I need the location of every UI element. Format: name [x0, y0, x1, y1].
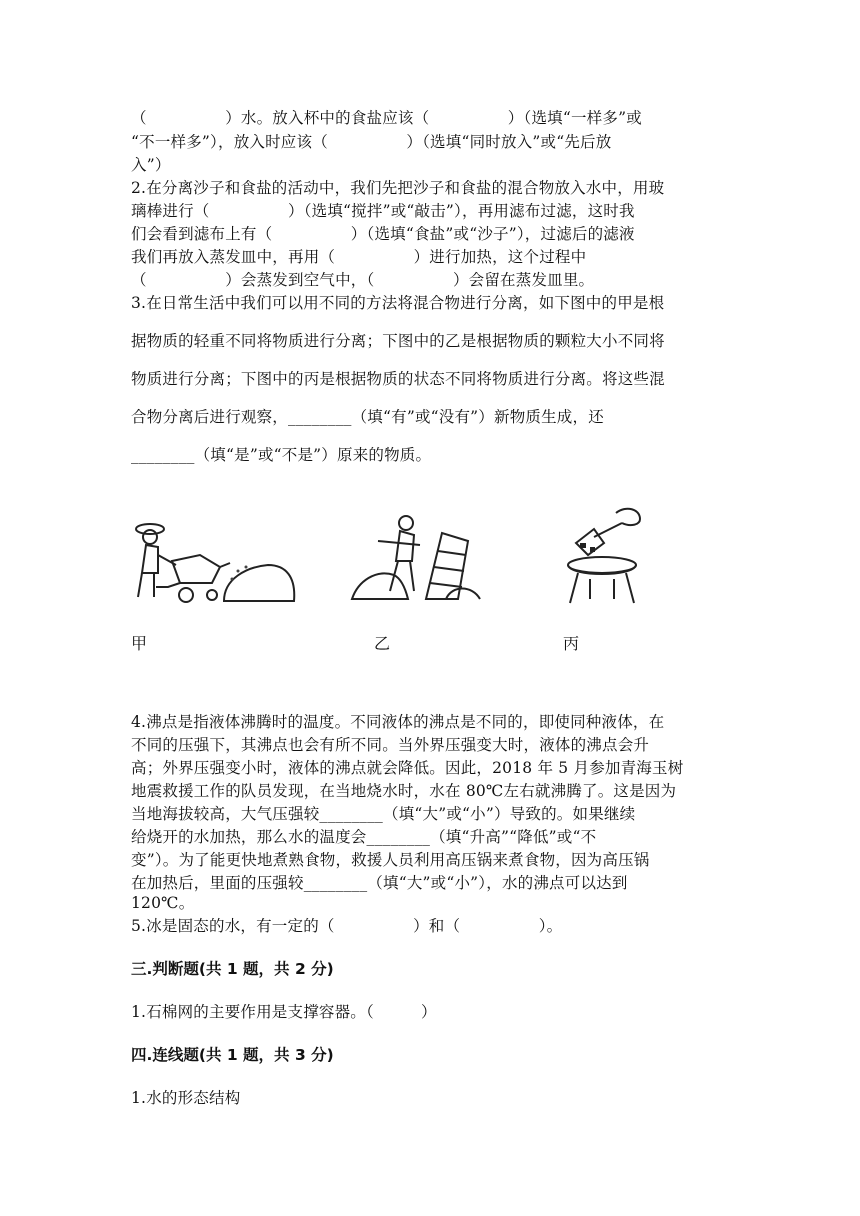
text-line: 5.冰是固态的水，有一定的（ ）和（ ）。	[131, 917, 563, 935]
evaporating-illustration	[560, 503, 646, 607]
caption-jia: 甲	[131, 634, 148, 653]
text-line: 据物质的轻重不同将物质进行分离；下图中的乙是根据物质的颗粒大小不同将	[131, 332, 665, 350]
text-line: 2.在分离沙子和食盐的活动中，我们先把沙子和食盐的混合物放入水中，用玻	[131, 179, 665, 197]
text-line: 合物分离后进行观察，________（填“有”或“没有”）新物质生成，还	[131, 408, 604, 426]
question-text: 1.水的形态结构	[131, 1089, 241, 1107]
text-line: 物质进行分离；下图中的丙是根据物质的状态不同将物质进行分离。将这些混	[131, 370, 665, 388]
text-line: “不一样多”），放入时应该（ ）（选填“同时放入”或“先后放	[131, 133, 612, 151]
caption-bing: 丙	[563, 634, 580, 653]
text-line: 璃棒进行（ ）（选填“搅拌”或“敲击”），再用滤布过滤，这时我	[131, 202, 635, 220]
text-line: 高；外界压强变小时，液体的沸点就会降低。因此，2018 年 5 月参加青海玉树	[131, 759, 684, 777]
caption-yi: 乙	[374, 634, 391, 653]
winnowing-illustration	[128, 515, 300, 607]
text-line: 3.在日常生活中我们可以用不同的方法将混合物进行分离，如下图中的甲是根	[131, 294, 665, 312]
text-line: 在加热后，里面的压强较________（填“大”或“小”），水的沸点可以达到	[131, 874, 628, 892]
text-line: 当地海拔较高，大气压强较________（填“大”或“小”）导致的。如果继续	[131, 805, 636, 823]
text-line: 不同的压强下，其沸点也会有所不同。当外界压强变大时，液体的沸点会升	[131, 736, 650, 754]
text-line: 入”）	[131, 156, 171, 174]
question-text: 1.石棉网的主要作用是支撑容器。（ ）	[131, 1003, 437, 1021]
sieving-illustration	[350, 513, 482, 601]
section-title-judgment: 三.判断题(共 1 题，共 2 分)	[131, 960, 334, 978]
text-line: 120℃。	[131, 894, 195, 912]
text-line: （ ）会蒸发到空气中，（ ）会留在蒸发皿里。	[131, 271, 595, 289]
text-line: 4.沸点是指液体沸腾时的温度。不同液体的沸点是不同的，即使同种液体，在	[131, 713, 665, 731]
text-line: 们会看到滤布上有（ ）（选填“食盐”或“沙子”），过滤后的滤液	[131, 225, 635, 243]
text-line: 地震救援工作的队员发现，在当地烧水时，水在 80℃左右就沸腾了。这是因为	[131, 782, 677, 800]
text-line: 变”）。为了能更快地煮熟食物，救援人员利用高压锅来煮食物，因为高压锅	[131, 851, 650, 869]
text-line: ________（填“是”或“不是”）原来的物质。	[131, 446, 432, 464]
text-line: 我们再放入蒸发皿中，再用（ ）进行加热，这个过程中	[131, 248, 587, 266]
text-line: 给烧开的水加热，那么水的温度会________（填“升高”“降低”或“不	[131, 828, 597, 846]
section-title-matching: 四.连线题(共 1 题，共 3 分)	[131, 1046, 334, 1064]
text-line: （ ）水。放入杯中的食盐应该（ ）（选填“一样多”或	[131, 109, 642, 127]
